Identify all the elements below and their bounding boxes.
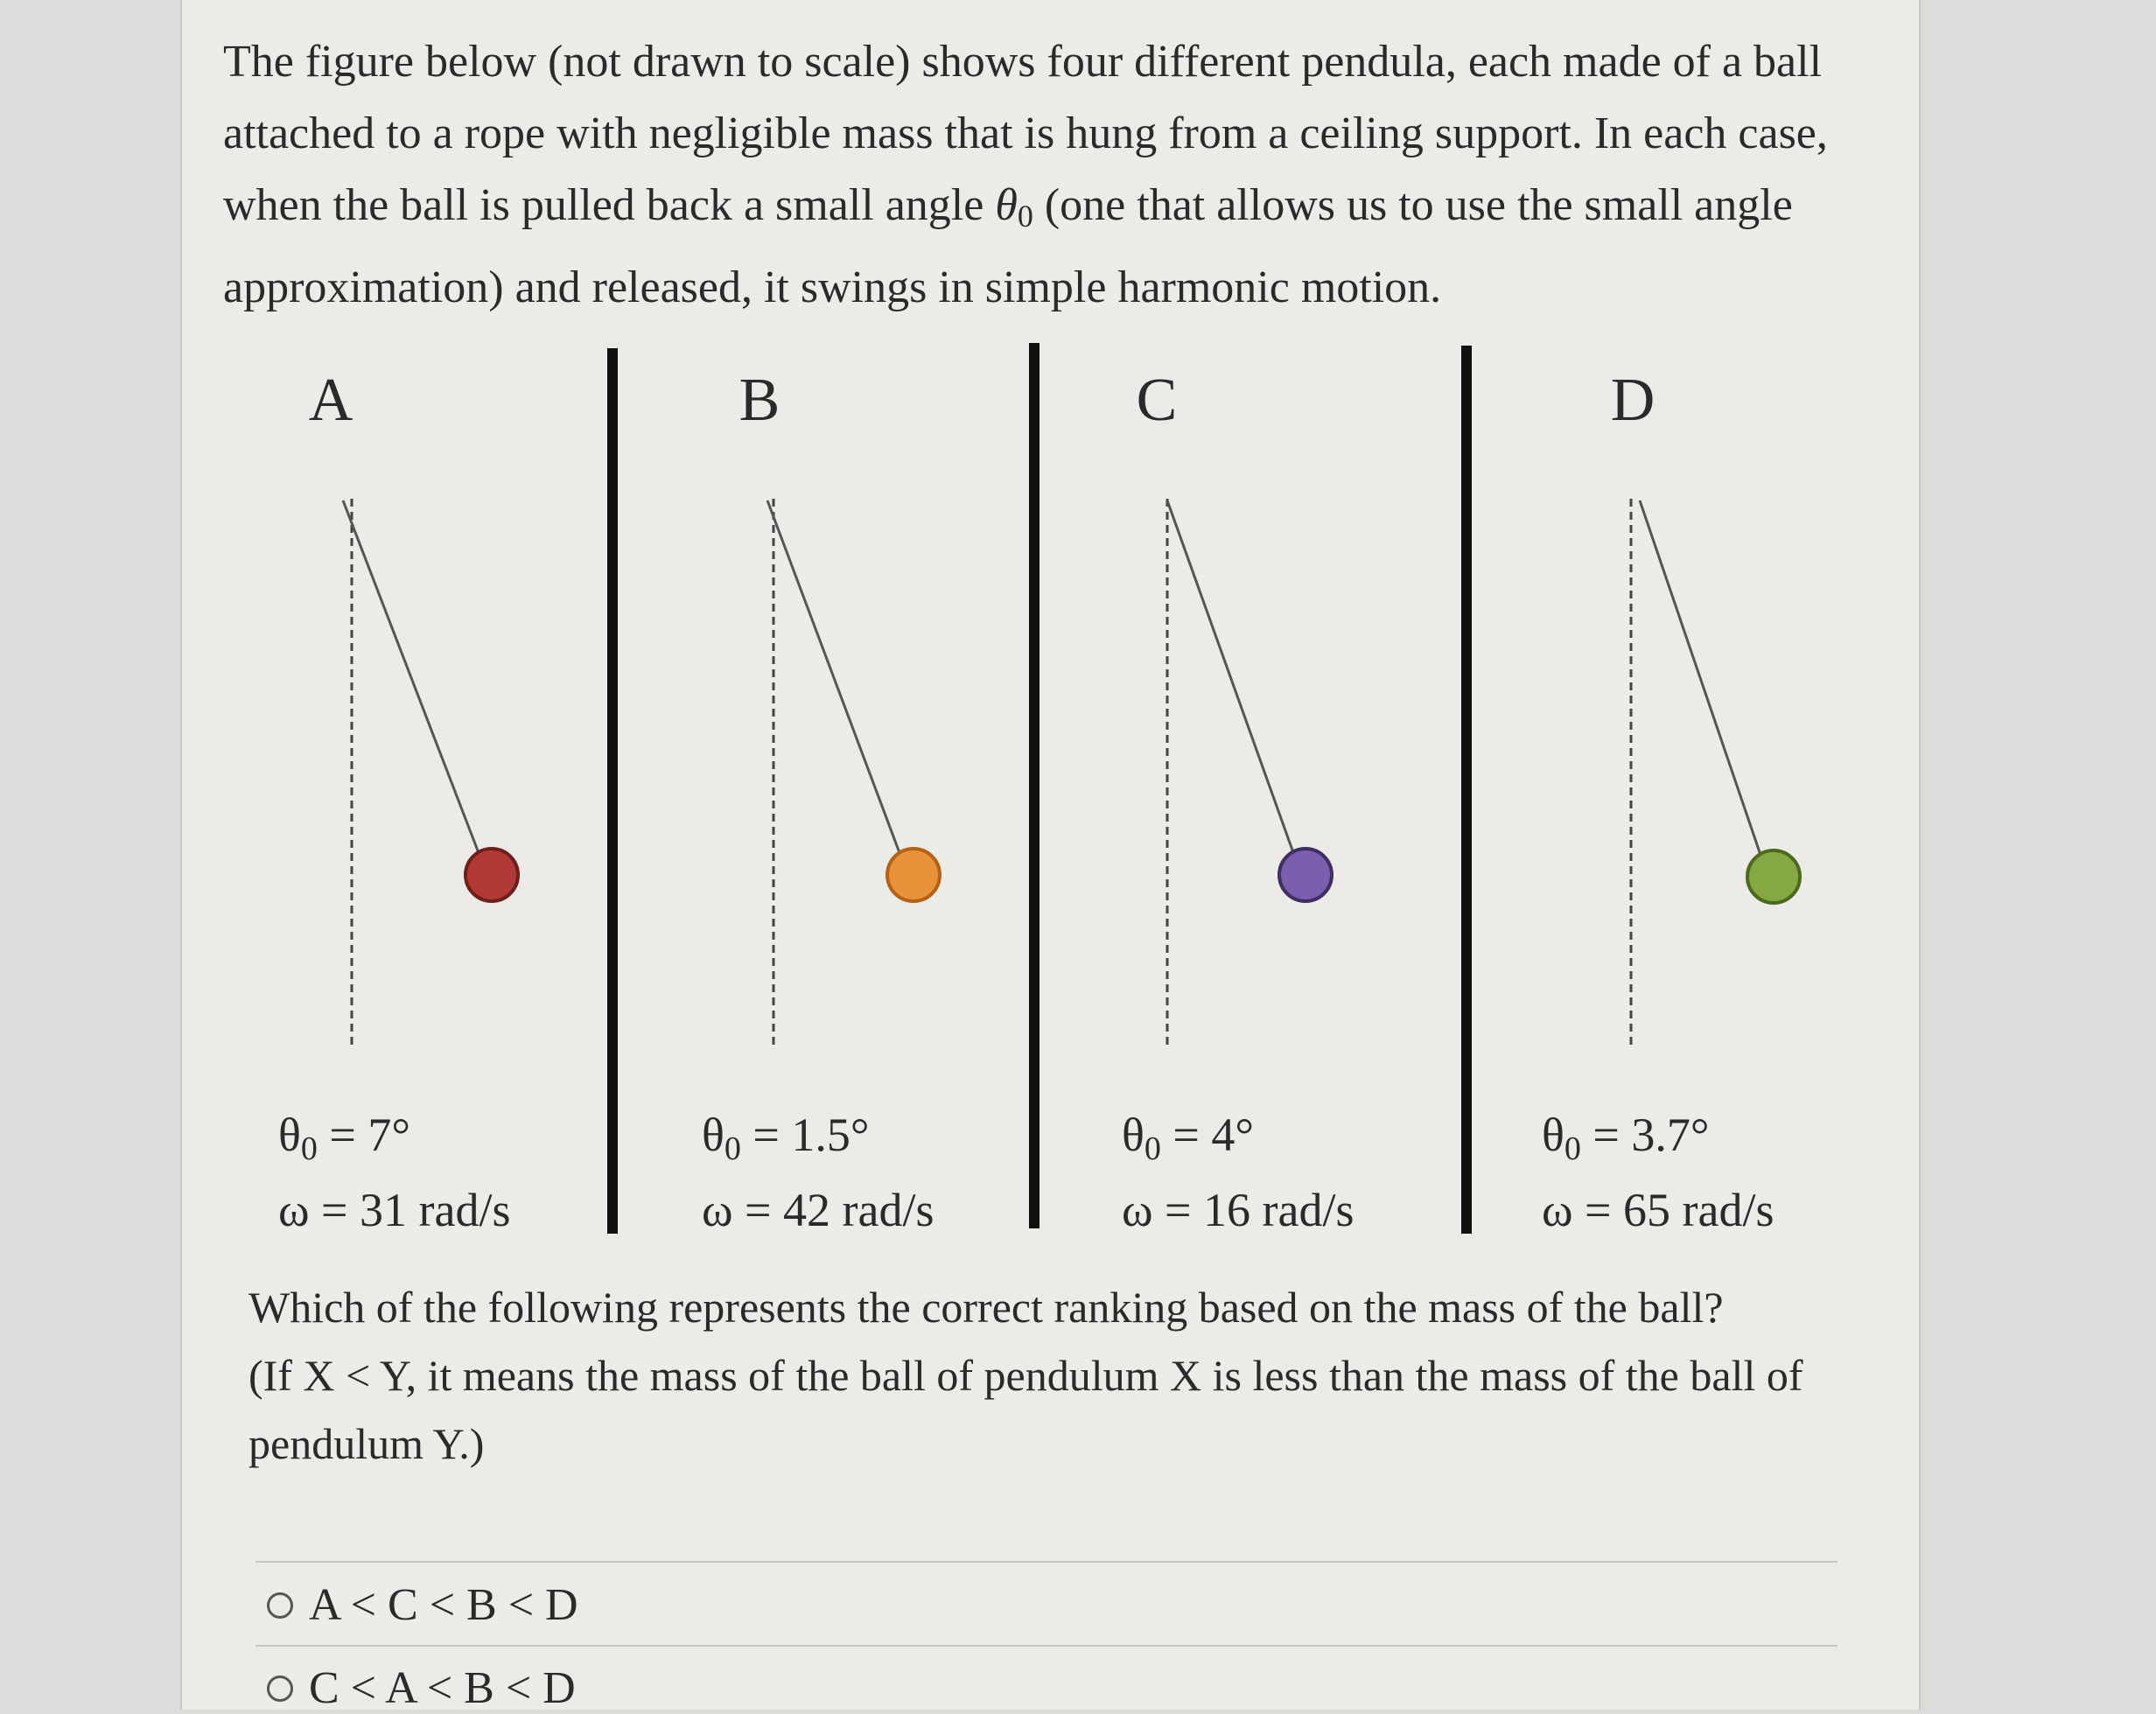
theta-symbol: θ — [702, 1109, 724, 1161]
pendulum-b-label: B — [738, 367, 780, 434]
theta-subscript: 0 — [1564, 1130, 1581, 1167]
pendulum-a-rope — [343, 500, 480, 857]
theta-subscript: 0 — [300, 1130, 318, 1167]
pendulum-c-params — [1122, 1104, 1354, 1241]
options-divider — [256, 1645, 1838, 1647]
theta-value: = 1.5° — [752, 1109, 870, 1161]
theta-symbol: θ — [278, 1109, 301, 1161]
pendulum-b-params — [702, 1104, 934, 1241]
pendulum-a-omega: ω = 31 rad/s — [278, 1184, 511, 1236]
intro-text-after: (one that allows us to use the small angle approximation) and released, it swings in simple harmonic motion. — [223, 180, 1793, 312]
option-a-c-b-d[interactable] — [267, 1579, 578, 1631]
pendulum-a-label: A — [308, 367, 354, 434]
pendulum-b-omega: ω = 42 rad/s — [702, 1184, 934, 1236]
question-line-1: Which of the following represents the correct ranking based on the mass of the ball? — [248, 1283, 1724, 1332]
divider-cd — [1461, 346, 1472, 1234]
option-label: C < A < B < D — [309, 1663, 576, 1713]
radio-circle-icon[interactable] — [267, 1592, 293, 1619]
theta-subscript: 0 — [1017, 199, 1033, 234]
theta-value: = 7° — [329, 1109, 410, 1161]
pendulum-d-theta — [1542, 1104, 1774, 1179]
options-top-divider — [256, 1561, 1838, 1563]
pendulum-a-theta — [278, 1104, 510, 1179]
pendulum-d-rope — [1640, 500, 1761, 857]
question-line-2: (If X < Y, it means the mass of the ball of pendulum X is less than the mass of the ball of pendulum Y.) — [248, 1351, 1803, 1468]
theta-subscript: 0 — [724, 1130, 741, 1167]
pendulum-c-label: C — [1136, 367, 1178, 434]
pendulum-c-omega: ω = 16 rad/s — [1122, 1184, 1354, 1236]
theta-symbol: θ — [1122, 1109, 1144, 1161]
option-label: A < C < B < D — [309, 1580, 578, 1630]
pendulum-d-ball — [1747, 850, 1800, 903]
divider-ab — [607, 348, 618, 1234]
theta-subscript: 0 — [1144, 1130, 1161, 1167]
theta-value: = 4° — [1172, 1109, 1254, 1161]
pendulum-a-ball — [466, 849, 518, 901]
theta-value: = 3.7° — [1592, 1109, 1710, 1161]
option-c-a-b-d[interactable] — [267, 1662, 576, 1714]
pendulum-c-theta — [1122, 1104, 1354, 1179]
radio-circle-icon[interactable] — [267, 1676, 293, 1702]
pendulum-c-rope — [1167, 500, 1295, 857]
divider-bc — [1029, 343, 1040, 1228]
intro-text-before: The figure below (not drawn to scale) shows four different pendula, each made of a ball attached to a rope with negligible mass that is hung from a ceiling support. In each case, when the ball is pulled back a small angle — [223, 37, 1828, 230]
pendulum-c-ball — [1279, 849, 1332, 901]
theta-symbol: θ — [1542, 1109, 1564, 1161]
pendulum-b-rope — [767, 500, 901, 857]
pendulum-b-ball — [887, 849, 940, 901]
pendulum-b-theta — [702, 1104, 934, 1179]
pendulum-a-params — [278, 1104, 510, 1241]
pendulum-d-omega: ω = 65 rad/s — [1542, 1184, 1774, 1236]
pendulum-d-label: D — [1610, 367, 1656, 434]
question-text — [248, 1273, 1894, 1478]
theta-symbol: θ — [995, 180, 1018, 230]
pendulum-d-params — [1542, 1104, 1774, 1241]
